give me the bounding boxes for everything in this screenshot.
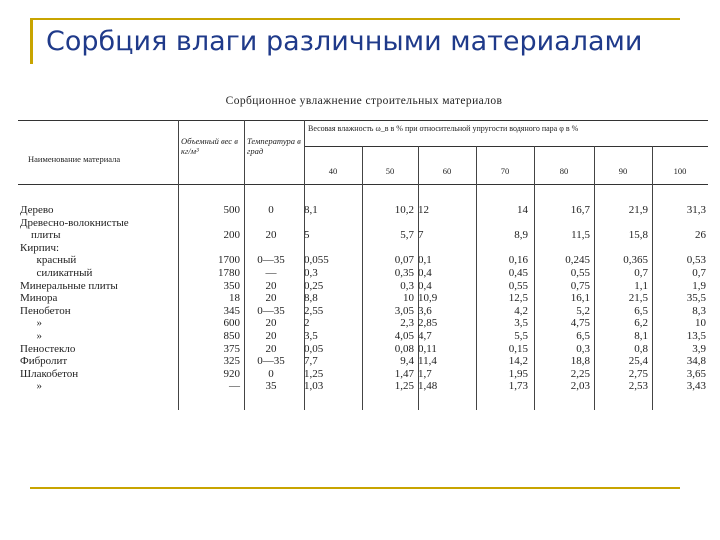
moisture-cell: 12,5 [508,292,528,305]
moisture-cell: 0,055 [304,254,329,267]
header-rh-60: 60 [442,166,452,176]
moisture-cell: 0,7 [692,267,706,279]
moisture-cell: 2,03 [570,380,590,393]
material-name: Кирпич: [20,241,60,254]
header-moisture-group: Весовая влажность ω_в в % при относительной упругости водяного пара φ в % [308,124,579,133]
moisture-cell: 1,25 [304,367,324,380]
moisture-cell: 15,8 [628,229,648,242]
accent-bar-vertical [30,18,33,64]
moisture-cell: 34,8 [686,355,706,368]
moisture-cell: 11,4 [418,355,437,368]
moisture-cell: 0,7 [634,267,648,279]
material-name: Древесно-волокнистые [20,216,129,229]
header-rh-50: 50 [385,166,395,176]
density-cell: 345 [223,304,240,317]
density-cell: 850 [223,330,240,342]
moisture-cell: 0,35 [394,267,414,279]
temperature-cell: — [265,267,277,279]
header-density: Объемный вес в кг/м³ [181,136,238,156]
moisture-cell: 5 [304,229,310,242]
temperature-cell: 0—35 [257,355,285,368]
moisture-cell: 4,05 [394,330,414,342]
moisture-cell: 0,1 [418,254,432,267]
density-cell: 920 [223,367,240,380]
temperature-cell: 0—35 [257,254,285,267]
density-cell: 500 [223,204,240,216]
moisture-cell: 5,2 [576,304,590,317]
moisture-cell: 8,3 [692,304,706,317]
density-cell: — [229,380,240,393]
moisture-cell: 26 [695,229,706,242]
moisture-cell: 14 [517,204,528,216]
moisture-cell: 0,3 [576,342,590,355]
moisture-cell: 2,75 [628,367,648,380]
moisture-cell: 3,05 [394,304,414,317]
moisture-cell: 8,8 [304,292,318,305]
moisture-cell: 6,5 [576,330,590,342]
moisture-cell: 16,7 [570,204,590,216]
material-name: Минеральные плиты [20,279,118,292]
material-name: силикатный [20,267,93,279]
header-rh-40: 40 [328,166,338,176]
moisture-cell: 8,9 [514,229,528,242]
moisture-cell: 14,2 [508,355,528,368]
moisture-cell: 3,43 [686,380,706,393]
accent-line-top [30,18,680,20]
material-name: Дерево [20,204,54,216]
accent-line-bottom [30,487,680,489]
moisture-cell: 21,5 [628,292,648,305]
moisture-cell: 3,65 [686,367,706,380]
temperature-cell: 0—35 [257,304,285,317]
table-caption: Сорбционное увлажнение строительных материалов [225,95,503,107]
moisture-cell: 1,1 [634,279,648,292]
material-name: Шлакобетон [20,367,79,380]
moisture-cell: 31,3 [686,204,706,216]
moisture-cell: 0,07 [394,254,414,267]
moisture-cell: 21,9 [628,204,648,216]
moisture-cell: 0,15 [508,342,528,355]
moisture-cell: 2 [304,317,310,330]
material-name: » [20,317,42,330]
moisture-cell: 0,245 [565,254,590,267]
density-cell: 350 [223,279,240,292]
density-cell: 325 [223,355,240,368]
moisture-cell: 0,11 [418,342,437,355]
moisture-cell: 5,7 [400,229,414,242]
temperature-cell: 35 [265,380,277,393]
moisture-cell: 8,1 [304,204,318,216]
moisture-cell: 10 [403,292,414,305]
moisture-cell: 1,48 [418,380,438,393]
moisture-cell: 11,5 [571,229,590,242]
moisture-cell: 0,53 [686,254,706,267]
slide-title: Сорбция влаги различными материалами [46,26,643,57]
moisture-cell: 8,1 [634,330,648,342]
moisture-cell: 4,7 [418,330,432,342]
moisture-cell: 0,8 [634,342,648,355]
header-material: Наименование материала [28,154,121,164]
moisture-cell: 3,5 [304,330,318,342]
moisture-cell: 2,53 [628,380,648,393]
density-cell: 1780 [218,267,240,279]
moisture-cell: 9,4 [400,355,414,368]
temperature-cell: 0 [268,204,274,216]
moisture-cell: 4,2 [514,304,528,317]
moisture-cell: 0,3 [400,279,414,292]
moisture-cell: 2,3 [400,317,414,330]
moisture-cell: 18,8 [570,355,590,368]
moisture-cell: 1,7 [418,367,432,380]
temperature-cell: 20 [265,292,277,305]
moisture-cell: 7,7 [304,355,318,368]
density-cell: 18 [229,292,240,305]
moisture-cell: 13,5 [686,330,706,342]
moisture-cell: 0,365 [623,254,648,267]
density-cell: 600 [223,317,240,330]
moisture-cell: 0,4 [418,267,432,279]
temperature-cell: 20 [265,279,277,292]
moisture-cell: 0,3 [304,267,318,279]
moisture-cell: 0,08 [394,342,414,355]
material-name: Пеностекло [20,342,76,355]
material-name: Пенобетон [20,304,71,317]
header-temperature: Температура в град [247,136,301,156]
moisture-cell: 1,9 [692,279,706,292]
density-cell: 375 [223,342,240,355]
moisture-cell: 0,16 [508,254,528,267]
moisture-cell: 3,6 [418,304,432,317]
material-name: плиты [20,229,61,242]
moisture-cell: 3,9 [692,342,706,355]
moisture-cell: 16,1 [570,292,590,305]
density-cell: 200 [223,229,240,242]
moisture-cell: 0,4 [418,279,432,292]
moisture-cell: 10,2 [394,204,414,216]
material-name: » [20,380,42,393]
moisture-cell: 2,55 [304,304,324,317]
moisture-cell: 0,55 [508,279,528,292]
scanned-table [18,92,710,412]
moisture-cell: 1,73 [508,380,528,393]
moisture-cell: 3,5 [514,317,528,330]
moisture-cell: 6,5 [634,304,648,317]
moisture-cell: 1,03 [304,380,324,393]
table-rule-subheader [304,146,708,147]
moisture-cell: 0,45 [508,267,528,279]
material-name: Фибролит [20,355,68,368]
header-rh-80: 80 [559,166,569,176]
temperature-cell: 0 [268,367,274,380]
moisture-cell: 1,47 [394,367,414,380]
moisture-cell: 0,55 [570,267,590,279]
moisture-cell: 1,95 [508,367,528,380]
moisture-cell: 0,05 [304,342,324,355]
temperature-cell: 20 [265,342,277,355]
moisture-cell: 10,9 [418,292,438,305]
temperature-cell: 20 [265,330,277,342]
material-name: Миноpa [20,292,58,305]
moisture-cell: 0,75 [570,279,590,292]
moisture-cell: 10 [695,317,706,330]
moisture-cell: 25,4 [628,355,648,368]
temperature-cell: 20 [265,229,277,242]
table-rule-top [18,120,708,121]
moisture-cell: 7 [418,229,424,242]
moisture-cell: 6,2 [634,317,648,330]
moisture-cell: 5,5 [514,330,528,342]
header-rh-70: 70 [500,166,510,176]
material-name: красный [20,254,77,267]
density-cell: 1700 [218,254,240,267]
header-rh-100: 100 [673,166,687,176]
header-rh-90: 90 [618,166,628,176]
material-name: » [20,330,42,342]
table-rule-header-bottom [18,184,708,185]
moisture-cell: 2,85 [418,317,438,330]
moisture-cell: 4,75 [570,317,590,330]
temperature-cell: 20 [265,317,277,330]
moisture-cell: 35,5 [686,292,706,305]
moisture-cell: 1,25 [394,380,414,393]
moisture-cell: 12 [418,204,429,216]
moisture-cell: 0,25 [304,279,324,292]
moisture-cell: 2,25 [570,367,590,380]
